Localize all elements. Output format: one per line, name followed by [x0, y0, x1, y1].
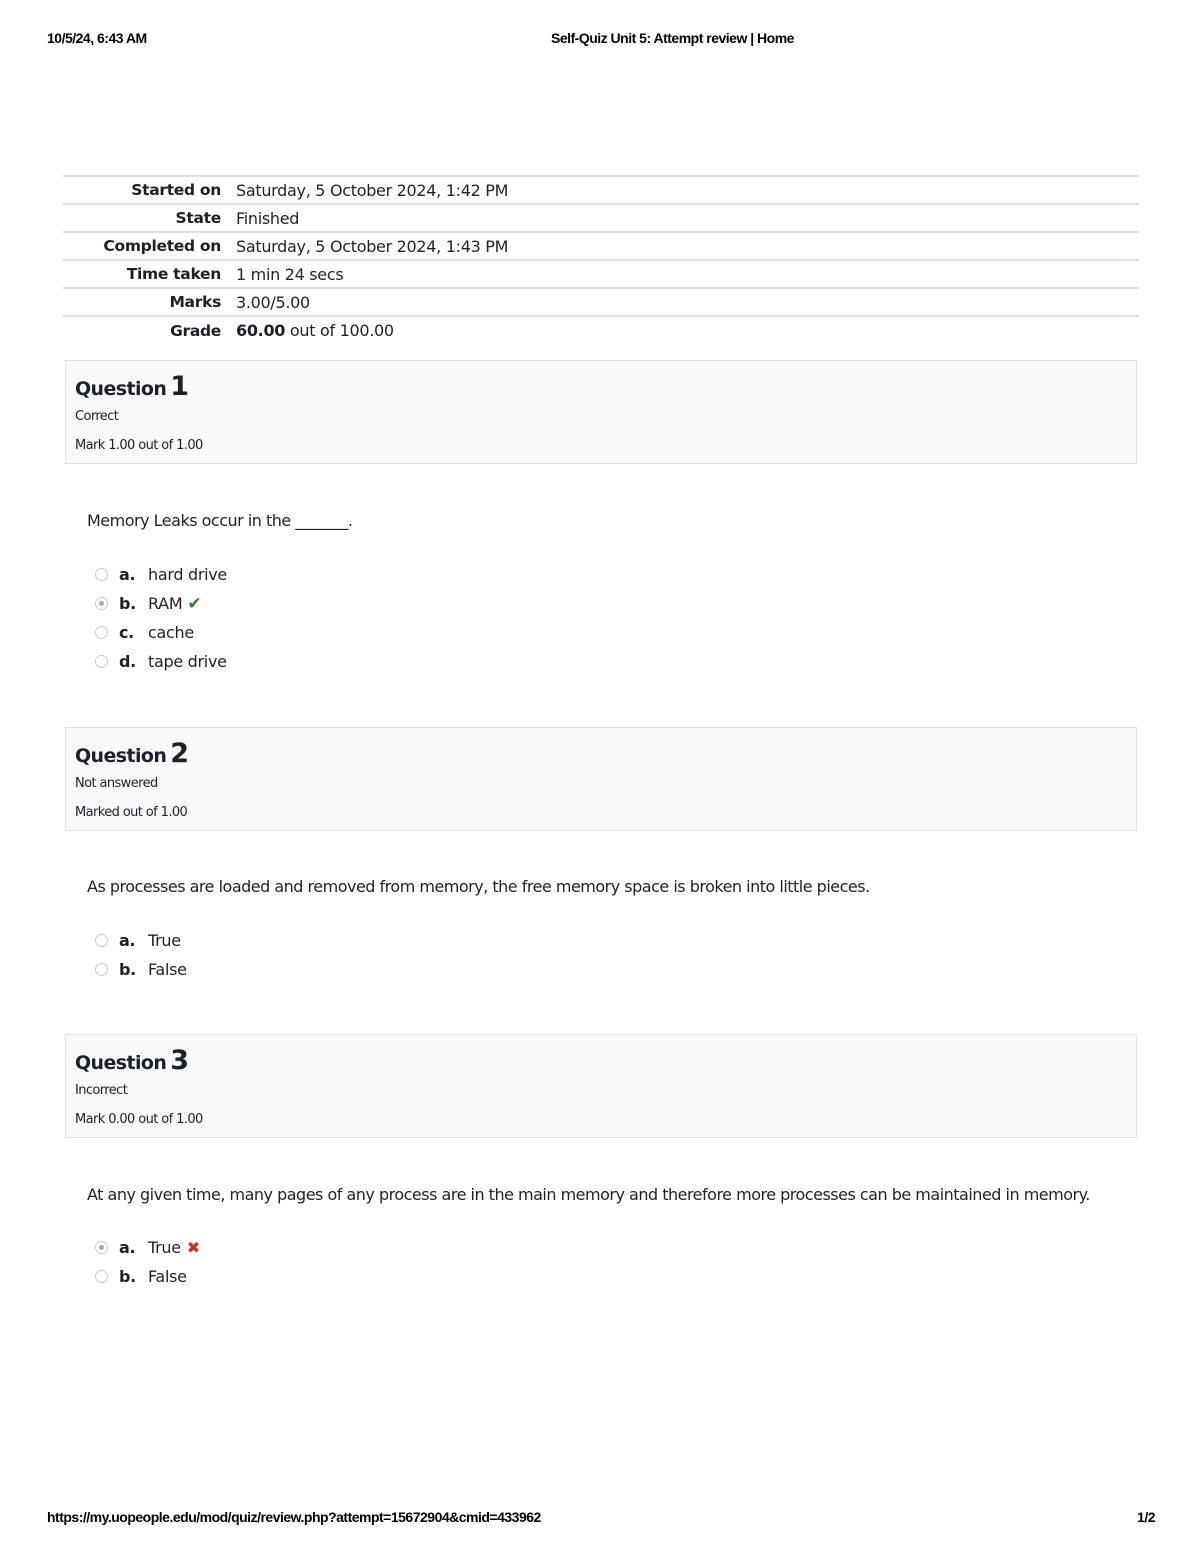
radio-button[interactable] — [95, 626, 108, 639]
grade-label: Grade — [170, 321, 221, 340]
print-page-number: 1/2 — [1137, 1509, 1155, 1525]
answer-option[interactable] — [95, 926, 187, 955]
question-info-1 — [65, 360, 1137, 464]
completed-value: Saturday, 5 October 2024, 1:43 PM — [236, 236, 509, 256]
question-grade: Marked out of 1.00 — [75, 805, 188, 820]
option-text: False — [148, 1267, 187, 1286]
started-label: Started on — [131, 181, 221, 199]
option-text: cache — [148, 623, 194, 642]
summary-row-marks — [63, 288, 1139, 316]
question-title — [75, 371, 188, 402]
question-state: Incorrect — [75, 1083, 128, 1098]
option-text: True — [148, 1238, 181, 1257]
answer-option[interactable] — [95, 589, 227, 618]
answer-option[interactable] — [95, 560, 227, 589]
answer-option[interactable] — [95, 1233, 200, 1262]
option-letter: b. — [119, 960, 136, 979]
print-footer — [47, 1509, 1155, 1529]
question-label: Question — [75, 378, 167, 400]
question-grade: Mark 1.00 out of 1.00 — [75, 438, 203, 453]
question-title — [75, 1045, 188, 1076]
question-number: 3 — [170, 1045, 189, 1076]
radio-button[interactable] — [95, 963, 108, 976]
print-page-title: Self-Quiz Unit 5: Attempt review | Home — [551, 30, 794, 46]
option-letter: b. — [119, 594, 136, 613]
question-number: 1 — [170, 371, 189, 402]
radio-button[interactable] — [95, 568, 108, 581]
state-label: State — [175, 209, 221, 227]
question-text-2: As processes are loaded and removed from memory, the free memory space is broken into little pieces. — [87, 877, 870, 896]
option-text: RAM — [148, 594, 183, 613]
answer-option[interactable] — [95, 647, 227, 676]
summary-row-started — [63, 176, 1139, 204]
grade-value — [229, 316, 1139, 344]
time-label: Time taken — [126, 265, 221, 283]
option-letter: b. — [119, 1267, 136, 1286]
summary-row-grade — [63, 316, 1139, 344]
option-text: hard drive — [148, 565, 227, 584]
option-text: tape drive — [148, 652, 227, 671]
question-text-3: At any given time, many pages of any process are in the main memory and therefore more processes can be maintained in memory. — [87, 1185, 1090, 1204]
answer-list-1 — [95, 560, 227, 676]
print-datetime: 10/5/24, 6:43 AM — [47, 30, 147, 46]
radio-button[interactable] — [95, 655, 108, 668]
question-state: Not answered — [75, 776, 158, 791]
grade-rest: out of 100.00 — [285, 321, 394, 340]
answer-option[interactable] — [95, 618, 227, 647]
summary-row-completed — [63, 232, 1139, 260]
completed-label: Completed on — [103, 237, 221, 255]
print-header — [47, 30, 1155, 50]
option-letter: a. — [119, 931, 136, 950]
answer-list-2 — [95, 926, 187, 984]
question-text-1: Memory Leaks occur in the _______. — [87, 511, 353, 530]
option-text: False — [148, 960, 187, 979]
summary-row-time — [63, 260, 1139, 288]
option-letter: a. — [119, 1238, 136, 1257]
incorrect-cross-icon: ✖ — [186, 1238, 200, 1257]
radio-button-selected[interactable] — [95, 597, 108, 610]
answer-option[interactable] — [95, 1262, 200, 1291]
radio-button[interactable] — [95, 934, 108, 947]
question-info-3 — [65, 1034, 1137, 1138]
option-text: True — [148, 931, 181, 950]
radio-button[interactable] — [95, 1270, 108, 1283]
question-state: Correct — [75, 409, 119, 424]
marks-label: Marks — [169, 293, 221, 311]
answer-option[interactable] — [95, 955, 187, 984]
started-value: Saturday, 5 October 2024, 1:42 PM — [236, 180, 509, 200]
grade-score: 60.00 — [236, 321, 286, 340]
question-label: Question — [75, 1052, 167, 1074]
question-info-2 — [65, 727, 1137, 831]
answer-list-3 — [95, 1233, 200, 1291]
question-title — [75, 738, 188, 769]
question-grade: Mark 0.00 out of 1.00 — [75, 1112, 203, 1127]
question-number: 2 — [170, 738, 189, 769]
summary-row-state — [63, 204, 1139, 232]
print-url: https://my.uopeople.edu/mod/quiz/review.php?attempt=15672904&cmid=433962 — [47, 1509, 541, 1525]
question-label: Question — [75, 745, 167, 767]
attempt-summary-table — [63, 175, 1139, 344]
option-letter: a. — [119, 565, 136, 584]
marks-value: 3.00/5.00 — [236, 292, 310, 312]
correct-check-icon: ✔ — [187, 593, 202, 614]
option-letter: d. — [119, 652, 136, 671]
radio-button-selected[interactable] — [95, 1241, 108, 1254]
option-letter: c. — [119, 623, 134, 642]
state-value: Finished — [236, 208, 300, 228]
time-value: 1 min 24 secs — [236, 264, 344, 284]
